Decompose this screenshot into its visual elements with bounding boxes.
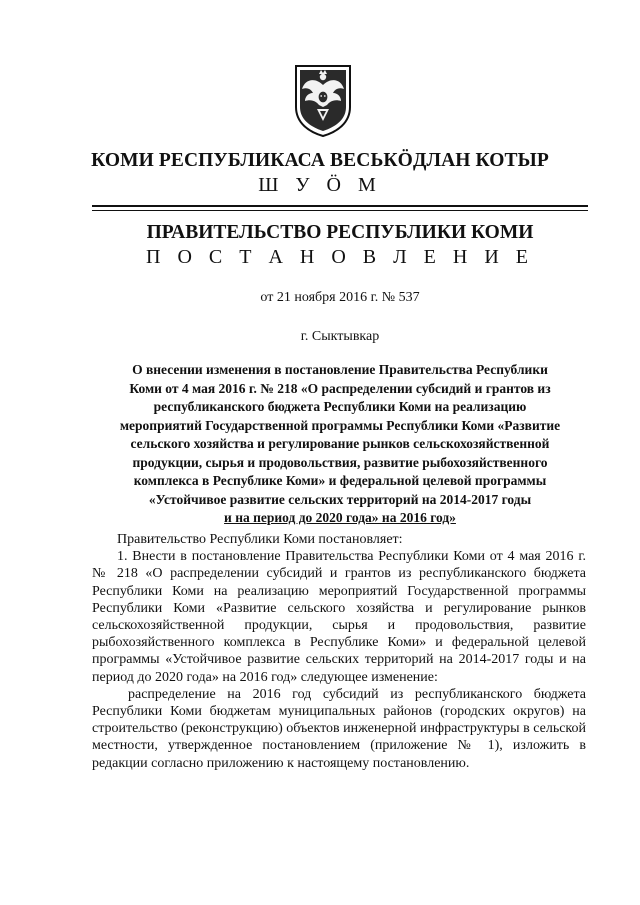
document-body: [92, 531, 586, 772]
body-item-1: 1. Внести в постановление Правительства Республики Коми от 4 мая 2016 г. № 218 «О распределении субсидий и грантов из республиканского бюджета Республики Коми на реализацию мероприятий Государственной программы Республики Коми «Развитие сельского хозяйства и регулирование рынков сельскохозяйственной продукции, сырья и продовольствия, развитие рыбохозяйственного комплекса в Республике Коми» и федеральной целевой программы «Устойчивое развитие сельских территорий на 2014-2017 годы и на период до 2020 года» на 2016 год» следующее изменение:: [92, 549, 586, 685]
title-line: Коми от 4 мая 2016 г. № 218 «О распределении субсидий и грантов из: [129, 380, 551, 396]
document-city: г. Сыктывкар: [300, 329, 380, 344]
russian-government-name: ПРАВИТЕЛЬСТВО РЕСПУБЛИКИ КОМИ: [146, 222, 534, 243]
komi-document-type: Ш У Ö М: [258, 174, 382, 196]
title-line: республиканского бюджета Республики Коми на реализацию: [153, 399, 527, 414]
title-line-underlined: и на период до 2020 года» на 2016 год»: [224, 510, 456, 525]
komi-coat-of-arms-icon: [293, 63, 353, 138]
komi-government-name: КОМИ РЕСПУБЛИКАСА ВЕСЬКÖДЛАН КОТЫР: [91, 150, 549, 171]
title-line: сельского хозяйства и регулирование рынков сельскохозяйственной: [130, 436, 550, 451]
title-line: продукции, сырья и продовольствия, развитие рыбохозяйственного: [132, 454, 548, 470]
title-line: мероприятий Государственной программы Республики Коми «Развитие: [119, 417, 561, 433]
body-intro: Правительство Республики Коми постановляет:: [117, 532, 403, 547]
document-title: [100, 361, 580, 528]
body-item-1-detail: распределение на 2016 год субсидий из республиканского бюджета Республики Коми бюджетам муниципальных районов (городских округов) на строительство (реконструкцию) объектов инженерной инфраструктуры в сельской местности, утвержденное постановлением (приложение № 1), изложить в редакции согласно приложению к настоящему постановлению.: [92, 686, 586, 771]
header-divider-thin: [92, 210, 588, 211]
header-divider-thick: [92, 205, 588, 207]
title-line: комплекса в Республике Коми» и федеральной целевой программы: [133, 473, 547, 488]
russian-document-type: П О С Т А Н О В Л Е Н И Е: [146, 246, 534, 268]
document-date-number: от 21 ноября 2016 г. № 537: [260, 290, 420, 305]
title-line: О внесении изменения в постановление Правительства Республики: [132, 362, 548, 377]
title-line: «Устойчивое развитие сельских территорий на 2014-2017 годы: [148, 491, 532, 507]
